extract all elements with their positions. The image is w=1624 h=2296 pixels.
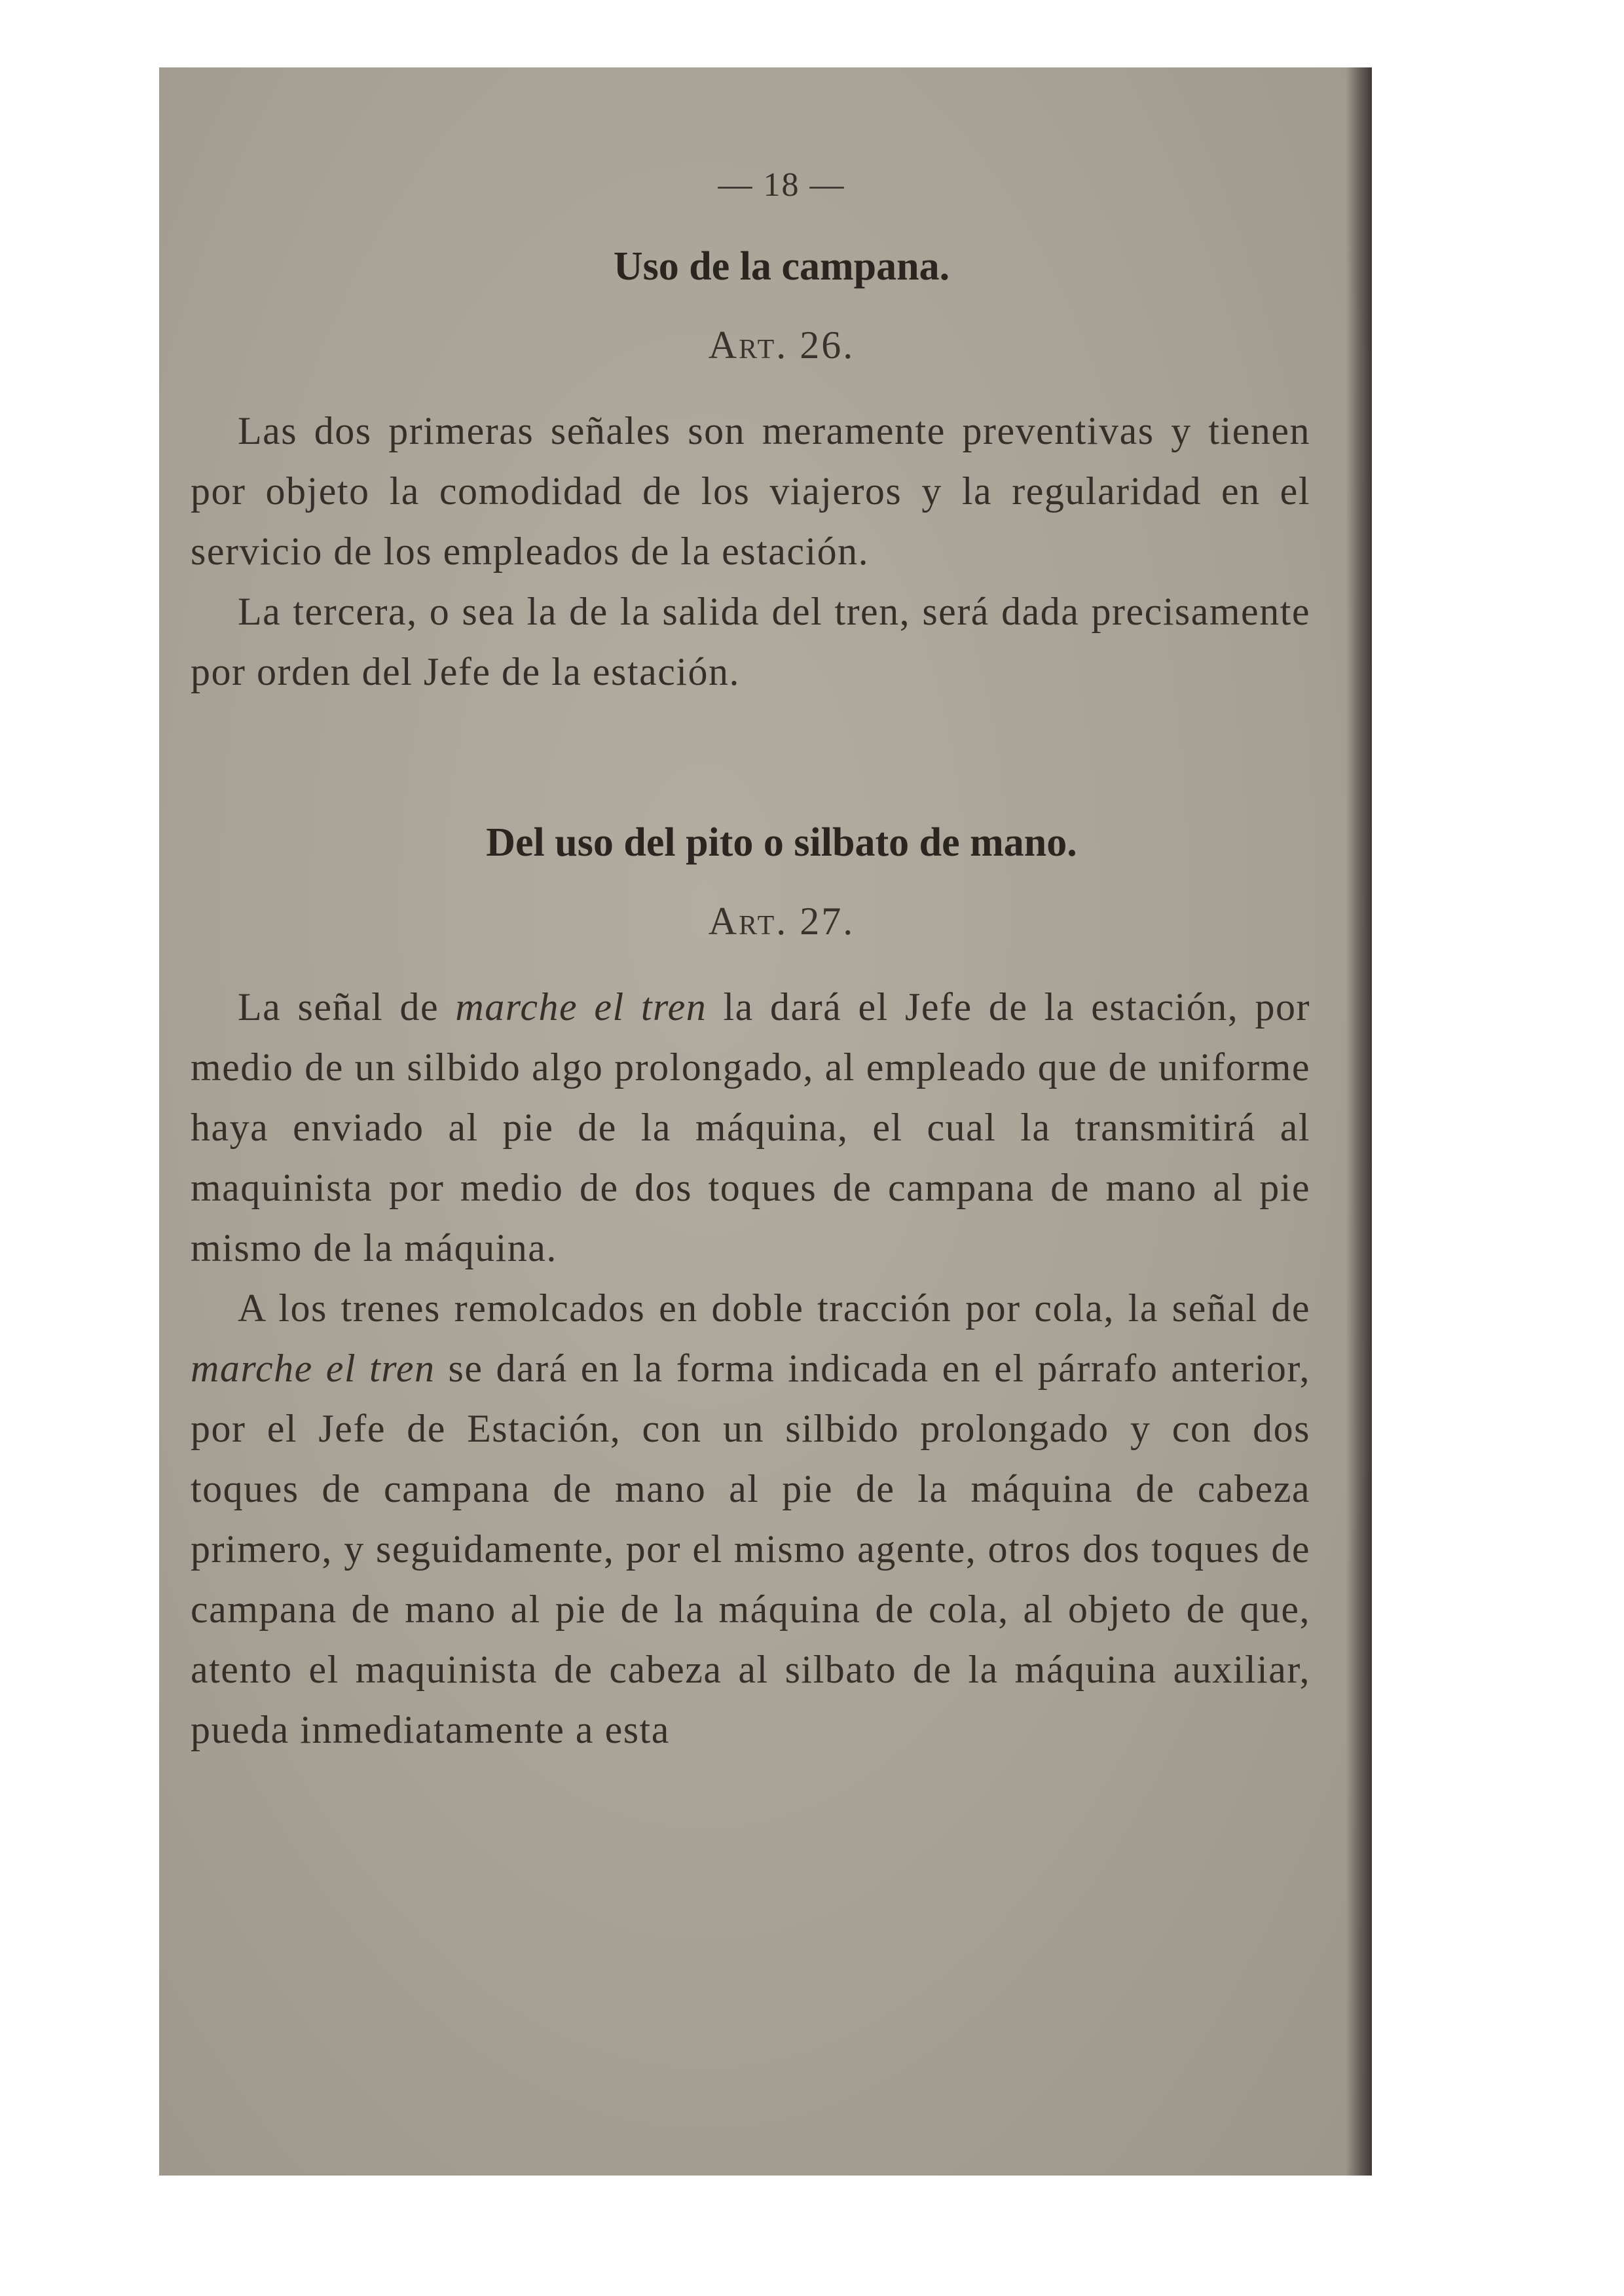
- paragraph-art26-2: La tercera, o sea la de la salida del tren, será dada precisamente por orden del Jefe de la estación.: [191, 590, 1310, 693]
- article-27: Art. 27.: [708, 900, 855, 943]
- paragraph-art27-1: [191, 977, 1372, 1278]
- paragraph-art26-1: Las dos primeras señales son meramente preventivas y tienen por objeto la comodidad de los viajeros y la regularidad en el servicio de los empleados de la estación.: [191, 409, 1310, 573]
- article-26: Art. 26.: [708, 323, 855, 367]
- scanned-page: [159, 67, 1372, 2176]
- section-heading-campana: Uso de la campana.: [613, 244, 950, 289]
- text-run: se dará en la forma indicada en el párrafo anterior, por el Jefe de Estación, con un silbido prolongado y con dos toques de campana de mano al pie de la máquina de cabeza primero, y seguidamente, por el mismo agente, otros dos toques de campana de mano al pie de la máquina de cola, al objeto de que, atento el maquinista de cabeza al silbato de la máquina auxiliar, pueda inmediatamente a esta: [191, 1347, 1310, 1751]
- page-text: [191, 166, 1372, 1760]
- text-run: la dará el Jefe de la estación, por medio de un silbido algo prolongado, al empleado que de uniforme haya enviado al pie de la máquina, el cual la transmitirá al maquinista por medio de dos toques de campana de mano al pie mismo de la máquina.: [191, 985, 1310, 1269]
- section-heading-pito: Del uso del pito o silbato de mano.: [486, 820, 1077, 865]
- italic-phrase: marche el tren: [455, 985, 707, 1029]
- italic-phrase: marche el tren: [191, 1347, 435, 1390]
- page-number: — 18 —: [718, 166, 845, 204]
- text-run: A los trenes remolcados en doble tracción por cola, la señal de: [238, 1286, 1310, 1330]
- section-spacer: [191, 702, 1372, 820]
- paragraph-art27-2: [191, 1278, 1372, 1760]
- text-run: La señal de: [238, 985, 456, 1029]
